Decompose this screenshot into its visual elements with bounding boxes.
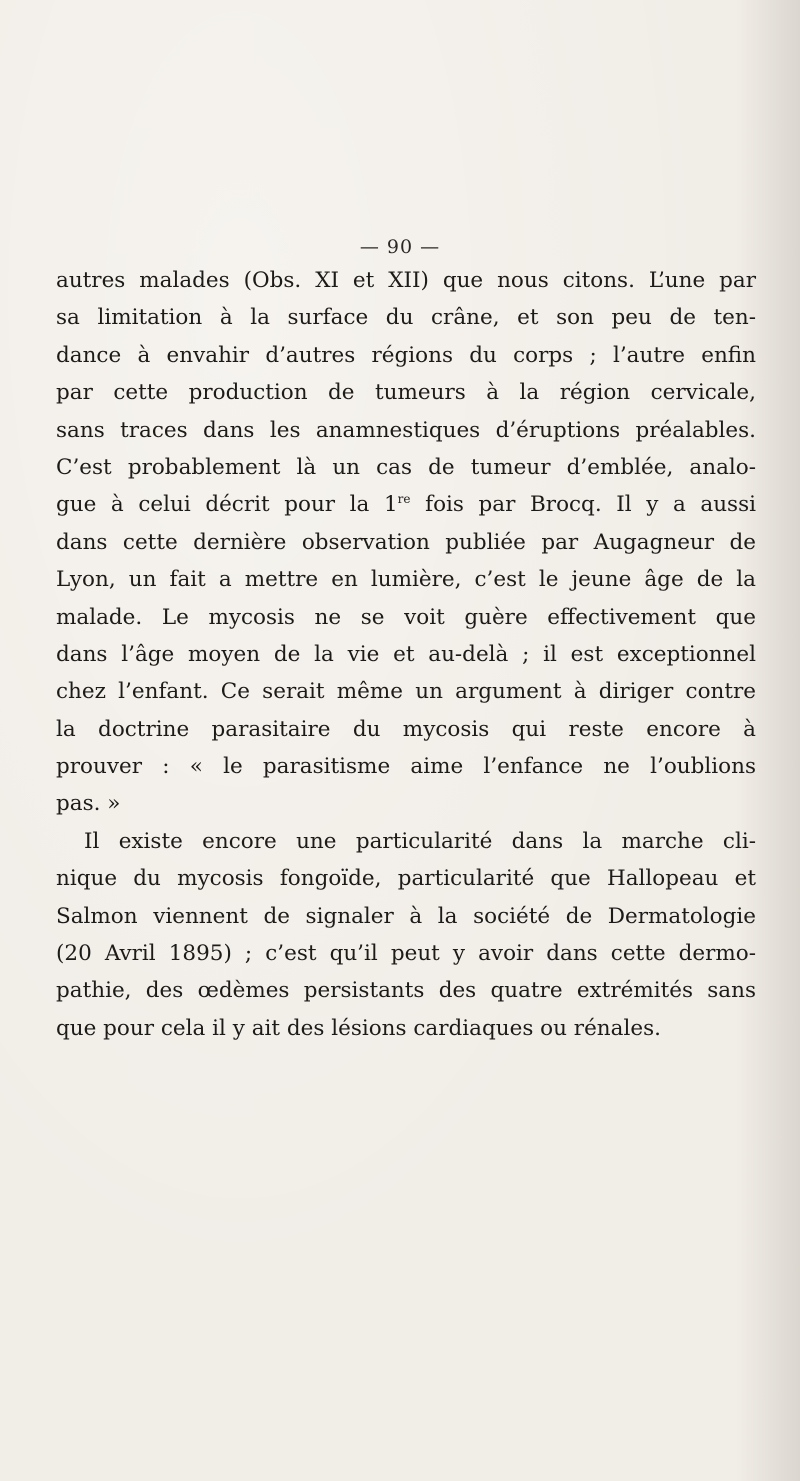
text-line: pas. »	[56, 791, 121, 817]
text-line: Salmon viennent de signaler à la société de Dermatologie	[56, 903, 756, 929]
text-line: C’est probablement là un cas de tumeur d’emblée, analo-	[56, 454, 756, 480]
text-fragment: fois par Brocq. Il y a aussi	[425, 492, 756, 518]
ordinal-suffix: re	[397, 492, 411, 507]
text-line: que pour cela il y ait des lésions cardiaques ou rénales.	[56, 1015, 661, 1041]
body-text	[56, 262, 756, 1047]
text-line: (20 Avril 1895) ; c’est qu’il peut y avoir dans cette dermo-	[56, 941, 756, 967]
text-line: sans traces dans les anamnestiques d’éruptions préalables.	[56, 417, 756, 443]
text-line: malade. Le mycosis ne se voit guère effectivement que	[56, 604, 756, 630]
text-line: dance à envahir d’autres régions du corps ; l’autre enfin	[56, 342, 756, 368]
text-line: chez l’enfant. Ce serait même un argument à diriger contre	[56, 679, 756, 705]
text-line: prouver : « le parasitisme aime l’enfance ne l’oublions	[56, 754, 756, 780]
text-line	[56, 486, 756, 523]
paragraph-2	[56, 823, 756, 1047]
text-line: pathie, des œdèmes persistants des quatre extrémités sans	[56, 978, 756, 1004]
text-line: nique du mycosis fongoïde, particularité que Hallopeau et	[56, 866, 756, 892]
page-number: — 90 —	[359, 236, 441, 258]
text-fragment: gue à celui décrit pour la	[56, 492, 370, 518]
text-line: Il existe encore une particularité dans la marche cli-	[84, 828, 756, 854]
text-line: dans cette dernière observation publiée par Augagneur de	[56, 529, 756, 555]
text-line: autres malades (Obs. XI et XII) que nous citons. L’une par	[56, 268, 756, 293]
text-line: Lyon, un fait a mettre en lumière, c’est le jeune âge de la	[56, 567, 756, 593]
text-line: la doctrine parasitaire du mycosis qui reste encore à	[56, 716, 756, 742]
text-line: sa limitation à la surface du crâne, et son peu de ten-	[56, 305, 756, 331]
text-line: par cette production de tumeurs à la région cervicale,	[56, 380, 756, 406]
ordinal-number: 1	[383, 492, 398, 518]
text-line: dans l’âge moyen de la vie et au-delà ; il est exceptionnel	[56, 641, 756, 667]
paragraph-1	[56, 262, 756, 823]
